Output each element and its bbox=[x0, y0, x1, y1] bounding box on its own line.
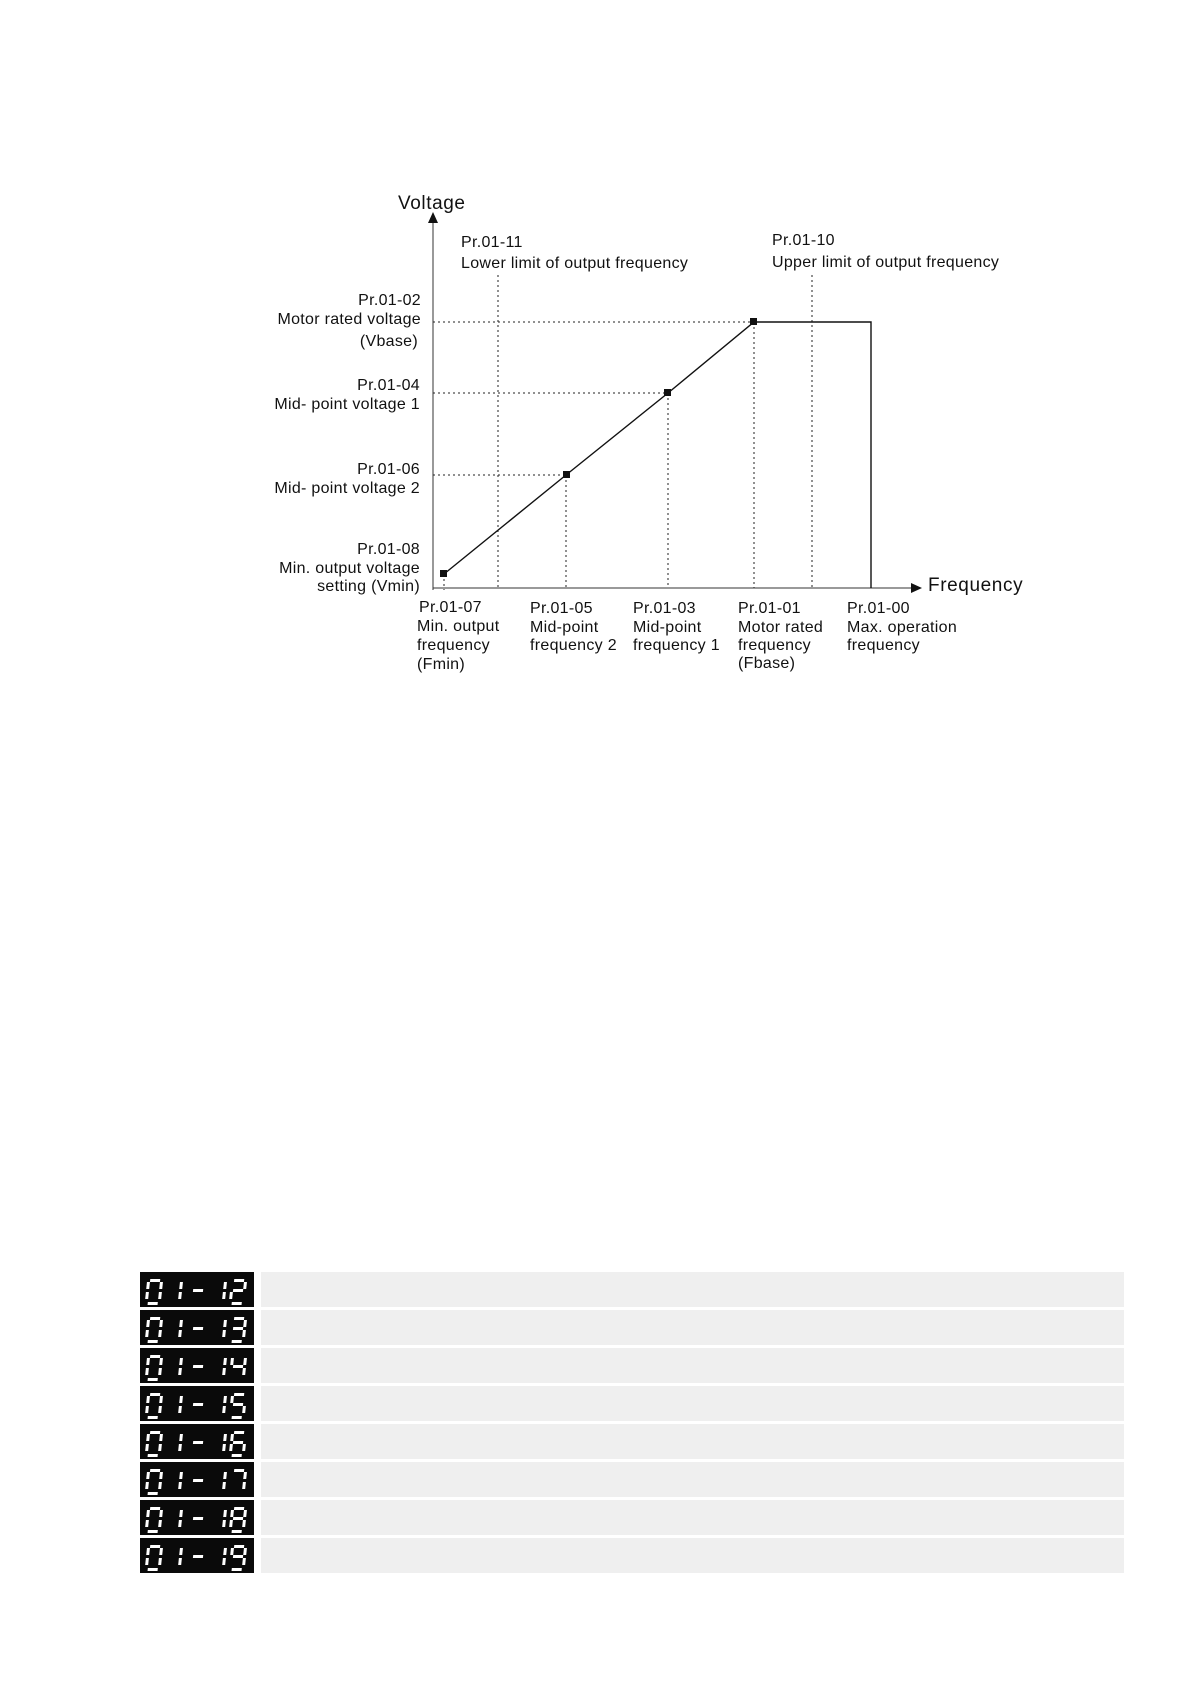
segment bbox=[150, 1431, 160, 1434]
segment bbox=[230, 1358, 234, 1365]
fmin-code: Pr.01-07 bbox=[419, 599, 482, 616]
segment bbox=[193, 1289, 203, 1292]
segment bbox=[179, 1396, 183, 1403]
segment bbox=[146, 1434, 150, 1441]
segment bbox=[146, 1548, 150, 1555]
segment bbox=[146, 1472, 150, 1479]
parameter-code-display bbox=[140, 1386, 254, 1421]
segment bbox=[193, 1517, 203, 1520]
segment bbox=[242, 1368, 246, 1375]
parameter-description-area bbox=[261, 1348, 1124, 1383]
segment bbox=[233, 1289, 243, 1292]
segment bbox=[178, 1330, 182, 1337]
segment bbox=[150, 1393, 160, 1396]
segment bbox=[222, 1444, 226, 1451]
segment bbox=[179, 1472, 183, 1479]
mid1-freq-line2: frequency 1 bbox=[633, 637, 720, 654]
parameter-row bbox=[140, 1386, 1124, 1421]
segment bbox=[145, 1406, 149, 1413]
fbase-code: Pr.01-01 bbox=[738, 600, 801, 617]
lower-limit-text: Lower limit of output frequency bbox=[461, 255, 689, 272]
segment bbox=[243, 1282, 247, 1289]
segment bbox=[150, 1355, 160, 1358]
segment bbox=[222, 1520, 226, 1527]
fbase-line3: (Fbase) bbox=[738, 655, 796, 672]
segment bbox=[232, 1302, 242, 1305]
vbase-code: Pr.01-02 bbox=[358, 292, 421, 309]
segment bbox=[159, 1282, 163, 1289]
mid2-freq-line2: frequency 2 bbox=[530, 637, 617, 654]
segment bbox=[158, 1558, 162, 1565]
segment bbox=[232, 1416, 242, 1419]
segment bbox=[158, 1482, 162, 1489]
y-axis-label: Voltage bbox=[398, 193, 466, 214]
parameter-row bbox=[140, 1538, 1124, 1573]
segment bbox=[148, 1454, 158, 1457]
fmin-line3: (Fmin) bbox=[417, 656, 466, 673]
segment bbox=[223, 1472, 227, 1479]
segment bbox=[146, 1396, 150, 1403]
segment bbox=[178, 1292, 182, 1299]
segment bbox=[145, 1520, 149, 1527]
parameter-description-area bbox=[261, 1538, 1124, 1573]
segment bbox=[145, 1558, 149, 1565]
segment bbox=[229, 1520, 233, 1527]
segment bbox=[193, 1365, 203, 1368]
segment bbox=[178, 1520, 182, 1527]
segment bbox=[150, 1469, 160, 1472]
mid1-freq-code: Pr.01-03 bbox=[633, 600, 696, 617]
segment bbox=[223, 1510, 227, 1517]
vbase-line2: (Vbase) bbox=[359, 333, 418, 350]
vf-curve-diagram bbox=[0, 0, 1190, 720]
fmax-line1: Max. operation bbox=[847, 619, 958, 636]
segment bbox=[145, 1444, 149, 1451]
segment bbox=[148, 1568, 158, 1571]
segment bbox=[233, 1327, 243, 1330]
segment bbox=[159, 1358, 163, 1365]
segment bbox=[234, 1469, 244, 1472]
parameter-description-area bbox=[261, 1462, 1124, 1497]
segment bbox=[242, 1406, 246, 1413]
segment bbox=[222, 1368, 226, 1375]
seven-segment-digits bbox=[140, 1310, 254, 1345]
parameter-row bbox=[140, 1500, 1124, 1535]
segment bbox=[146, 1358, 150, 1365]
parameter-row bbox=[140, 1310, 1124, 1345]
segment bbox=[223, 1396, 227, 1403]
parameter-code-display bbox=[140, 1462, 254, 1497]
segment bbox=[242, 1444, 246, 1451]
segment bbox=[159, 1548, 163, 1555]
segment bbox=[223, 1548, 227, 1555]
segment bbox=[223, 1358, 227, 1365]
parameter-description-area bbox=[261, 1424, 1124, 1459]
seven-segment-digits bbox=[140, 1386, 254, 1421]
segment bbox=[178, 1406, 182, 1413]
parameter-row bbox=[140, 1462, 1124, 1497]
segment bbox=[232, 1340, 242, 1343]
segment bbox=[222, 1406, 226, 1413]
segment bbox=[158, 1520, 162, 1527]
segment bbox=[234, 1279, 244, 1282]
vmin-code: Pr.01-08 bbox=[357, 541, 420, 558]
segment bbox=[179, 1282, 183, 1289]
mid1-voltage-line1: Mid- point voltage 1 bbox=[274, 396, 420, 413]
segment bbox=[243, 1472, 247, 1479]
segment bbox=[229, 1292, 233, 1299]
segment bbox=[234, 1545, 244, 1548]
segment bbox=[178, 1368, 182, 1375]
segment bbox=[146, 1320, 150, 1327]
segment bbox=[242, 1482, 246, 1489]
segment bbox=[230, 1434, 234, 1441]
segment bbox=[233, 1403, 243, 1406]
segment bbox=[159, 1472, 163, 1479]
parameter-code-display bbox=[140, 1500, 254, 1535]
vmin-line2: setting (Vmin) bbox=[317, 578, 420, 595]
segment bbox=[146, 1510, 150, 1517]
fmin-line1: Min. output bbox=[417, 618, 500, 635]
segment bbox=[233, 1517, 243, 1520]
segment bbox=[158, 1330, 162, 1337]
vbase-line1: Motor rated voltage bbox=[277, 311, 421, 328]
segment bbox=[148, 1416, 158, 1419]
segment bbox=[178, 1558, 182, 1565]
segment bbox=[148, 1302, 158, 1305]
parameter-description-area bbox=[261, 1272, 1124, 1307]
segment bbox=[232, 1568, 242, 1571]
lower-limit-code: Pr.01-11 bbox=[461, 234, 523, 251]
segment bbox=[243, 1510, 247, 1517]
segment bbox=[150, 1545, 160, 1548]
parameter-code-display bbox=[140, 1538, 254, 1573]
segment bbox=[179, 1434, 183, 1441]
segment bbox=[222, 1292, 226, 1299]
segment bbox=[193, 1555, 203, 1558]
segment bbox=[230, 1510, 234, 1517]
parameter-code-display bbox=[140, 1424, 254, 1459]
parameter-list bbox=[140, 1272, 1124, 1576]
x-axis-arrow bbox=[911, 583, 922, 593]
segment bbox=[193, 1479, 203, 1482]
segment bbox=[150, 1507, 160, 1510]
segment bbox=[158, 1406, 162, 1413]
curve-point-mid1 bbox=[664, 389, 671, 396]
segment bbox=[232, 1530, 242, 1533]
segment bbox=[234, 1317, 244, 1320]
segment bbox=[234, 1507, 244, 1510]
curve-point-mid2 bbox=[563, 471, 570, 478]
segment bbox=[242, 1558, 246, 1565]
segment bbox=[148, 1492, 158, 1495]
segment bbox=[230, 1548, 234, 1555]
segment bbox=[159, 1396, 163, 1403]
segment bbox=[243, 1320, 247, 1327]
upper-limit-text: Upper limit of output frequency bbox=[772, 254, 1000, 271]
segment bbox=[223, 1434, 227, 1441]
seven-segment-digits bbox=[140, 1462, 254, 1497]
segment bbox=[145, 1292, 149, 1299]
segment bbox=[234, 1431, 244, 1434]
fbase-line2: frequency bbox=[738, 637, 811, 654]
parameter-row bbox=[140, 1348, 1124, 1383]
segment bbox=[233, 1441, 243, 1444]
segment bbox=[243, 1548, 247, 1555]
parameter-description-area bbox=[261, 1310, 1124, 1345]
segment bbox=[150, 1317, 160, 1320]
segment bbox=[179, 1320, 183, 1327]
parameter-description-area bbox=[261, 1500, 1124, 1535]
mid2-voltage-code: Pr.01-06 bbox=[357, 461, 420, 478]
segment bbox=[150, 1279, 160, 1282]
segment bbox=[146, 1282, 150, 1289]
segment bbox=[178, 1444, 182, 1451]
segment bbox=[179, 1510, 183, 1517]
seven-segment-digits bbox=[140, 1272, 254, 1307]
mid1-voltage-code: Pr.01-04 bbox=[357, 377, 420, 394]
segment bbox=[159, 1510, 163, 1517]
segment bbox=[159, 1320, 163, 1327]
curve-point-base bbox=[750, 318, 757, 325]
segment bbox=[158, 1292, 162, 1299]
segment bbox=[158, 1368, 162, 1375]
segment bbox=[243, 1358, 247, 1365]
fmin-line2: frequency bbox=[417, 637, 490, 654]
parameter-code-display bbox=[140, 1272, 254, 1307]
mid2-voltage-line1: Mid- point voltage 2 bbox=[274, 480, 420, 497]
seven-segment-digits bbox=[140, 1500, 254, 1535]
mid2-freq-line1: Mid-point bbox=[530, 619, 599, 636]
segment bbox=[242, 1330, 246, 1337]
mid2-freq-code: Pr.01-05 bbox=[530, 600, 593, 617]
segment bbox=[159, 1434, 163, 1441]
seven-segment-digits bbox=[140, 1424, 254, 1459]
segment bbox=[179, 1358, 183, 1365]
segment bbox=[148, 1530, 158, 1533]
fmax-code: Pr.01-00 bbox=[847, 600, 910, 617]
segment bbox=[179, 1548, 183, 1555]
upper-limit-code: Pr.01-10 bbox=[772, 232, 835, 249]
segment bbox=[223, 1282, 227, 1289]
fmax-line2: frequency bbox=[847, 637, 920, 654]
parameter-code-display bbox=[140, 1310, 254, 1345]
curve-point-min bbox=[440, 570, 447, 577]
segment bbox=[193, 1441, 203, 1444]
segment bbox=[145, 1368, 149, 1375]
parameter-row bbox=[140, 1272, 1124, 1307]
segment bbox=[233, 1555, 243, 1558]
vmin-line1: Min. output voltage bbox=[279, 560, 420, 577]
segment bbox=[148, 1340, 158, 1343]
seven-segment-digits bbox=[140, 1348, 254, 1383]
segment bbox=[148, 1378, 158, 1381]
segment bbox=[222, 1482, 226, 1489]
parameter-row bbox=[140, 1424, 1124, 1459]
x-axis-label: Frequency bbox=[928, 575, 1024, 596]
segment bbox=[234, 1393, 244, 1396]
segment bbox=[193, 1327, 203, 1330]
segment bbox=[222, 1558, 226, 1565]
segment bbox=[222, 1330, 226, 1337]
parameter-description-area bbox=[261, 1386, 1124, 1421]
vf-curve bbox=[444, 322, 871, 588]
segment bbox=[229, 1444, 233, 1451]
segment bbox=[158, 1444, 162, 1451]
parameter-code-display bbox=[140, 1348, 254, 1383]
segment bbox=[223, 1320, 227, 1327]
segment bbox=[178, 1482, 182, 1489]
segment bbox=[193, 1403, 203, 1406]
segment bbox=[145, 1330, 149, 1337]
seven-segment-digits bbox=[140, 1538, 254, 1573]
segment bbox=[242, 1520, 246, 1527]
segment bbox=[230, 1396, 234, 1403]
segment bbox=[145, 1482, 149, 1489]
segment bbox=[232, 1454, 242, 1457]
segment bbox=[233, 1365, 243, 1368]
fbase-line1: Motor rated bbox=[738, 619, 824, 636]
mid1-freq-line1: Mid-point bbox=[633, 619, 702, 636]
